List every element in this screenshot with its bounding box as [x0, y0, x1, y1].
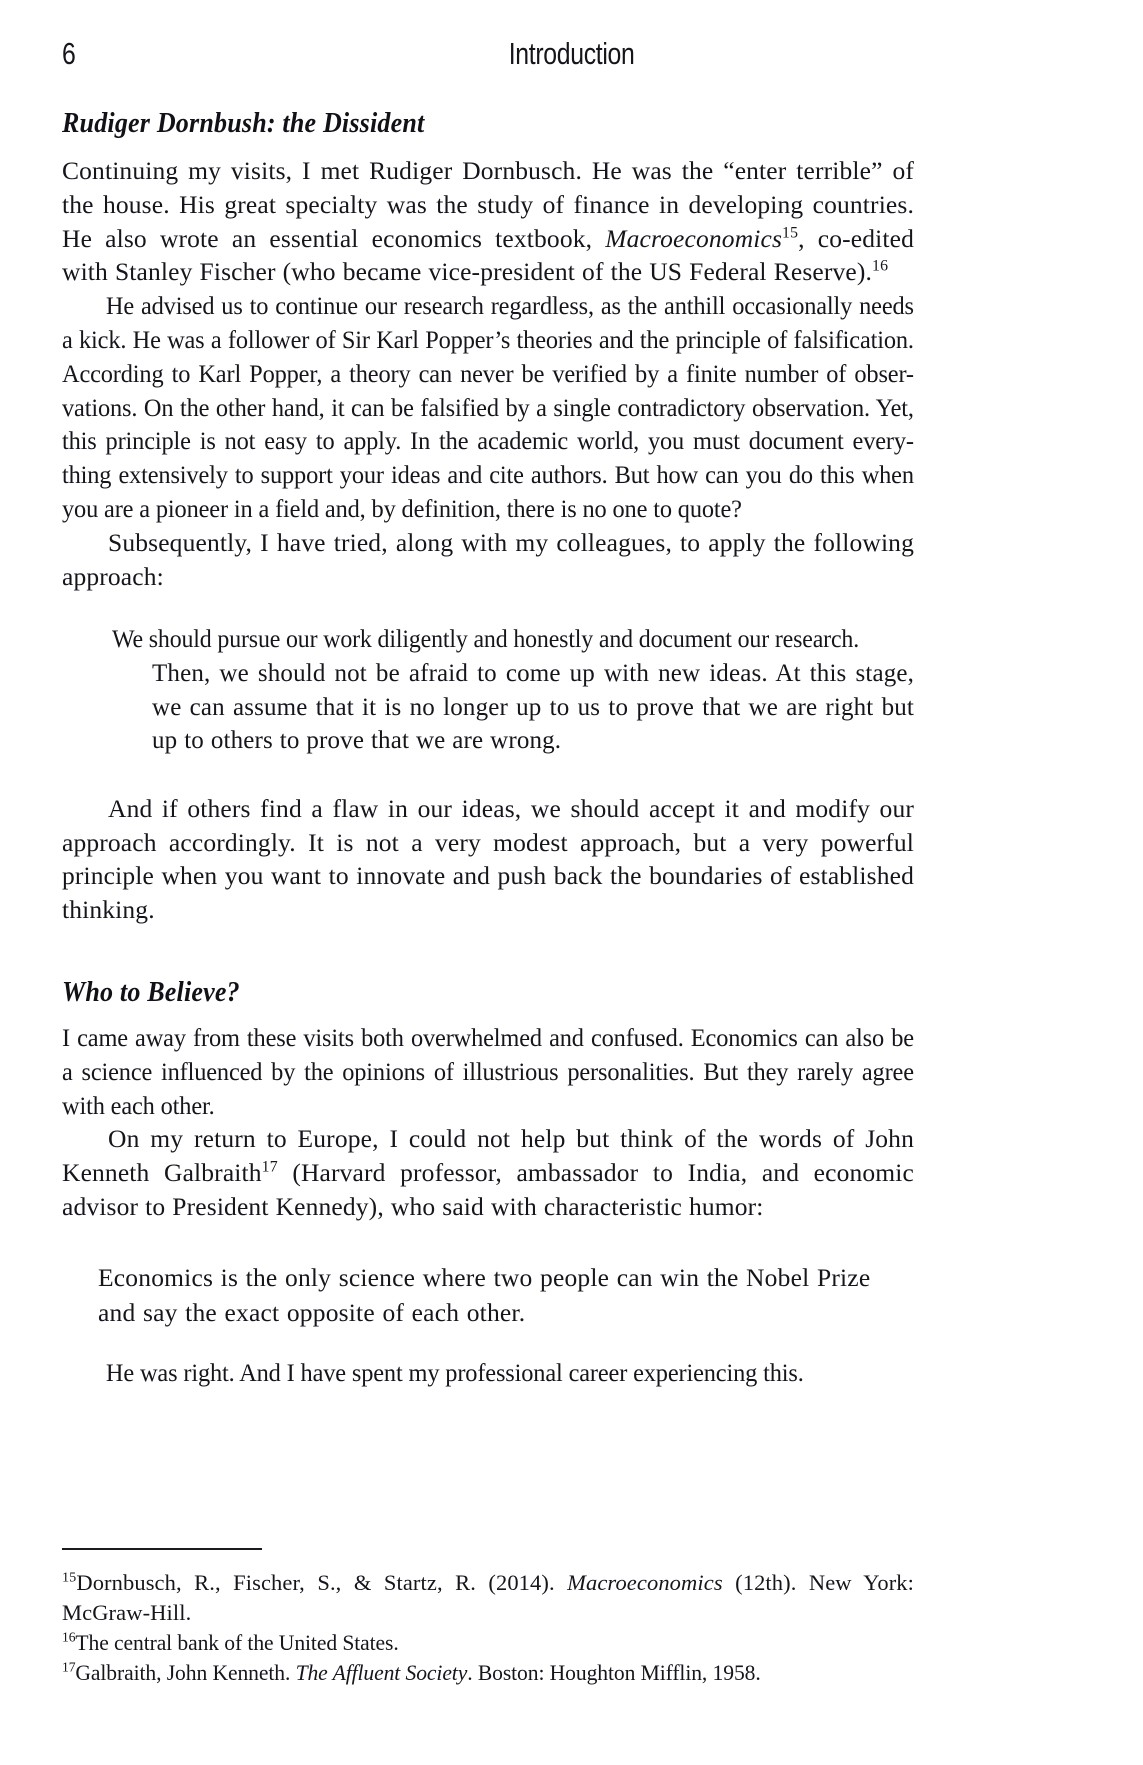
footnote-17-text-b: . Boston: Houghton Mifflin, 1958. [467, 1660, 761, 1685]
paragraph-popper: He advised us to continue our research regardless, as the anthill occasionally needs a kick. He was a follower of Sir Karl Popper’s theories and the principle of falsification. According to Karl Popper, a theory can never be verified by a finite number of obser-vations. On the other hand, it can be falsified by a single contradictory observation. Yet, this principle is not easy to apply. In the academic world, you must document every-thing extensively to support your ideas and cite authors. But how can you do this when you are a pioneer in a field and, by definition, there is no one to quote? [62, 291, 914, 523]
running-head [62, 36, 1081, 82]
footnote-17-marker: 17 [62, 1659, 76, 1676]
galbraith-text-a: On my return to Europe, I could not help but think of the words of John Kenneth Galbraith [62, 1124, 914, 1188]
footnote-16-marker: 16 [62, 1629, 76, 1646]
paragraph-galbraith [62, 1122, 914, 1223]
footnote-15-marker: 15 [62, 1569, 77, 1586]
paragraph-closing-flaw: And if others find a flaw in our ideas, we should accept it and modify our approach accordingly. It is not a very modest approach, but a very powerful principle when you want to innovate and push back the boundaries of established thinking. [62, 793, 914, 925]
quotation-galbraith [62, 1260, 914, 1330]
spacer [62, 1330, 914, 1356]
block-quote-line-2: Then, we should not be afraid to come up with new ideas. At this stage, we can assume that it is no longer up to us to prove that we are right but up to others to prove that we are wrong. [152, 659, 914, 755]
text-column [62, 108, 914, 1390]
running-title [62, 36, 1081, 72]
footnote-15-text-a: Dornbusch, R., Fischer, S., & Startz, R. (2014). [76, 1570, 568, 1595]
footnote-16 [62, 1628, 913, 1658]
paragraph-text-a: Continuing my visits, I met Rudiger Dornbusch. He was the “enter terrible” of the house. His great specialty was the study of finance in developing countries. He also wrote an essential economics textbook, [62, 156, 914, 253]
book-title-macroeconomics: Macroeconomics [605, 223, 783, 253]
footnote-17 [62, 1658, 913, 1688]
footnote-block [62, 1548, 914, 1688]
footnote-16-text: The central bank of the United States. [75, 1630, 399, 1655]
paragraph-dornbush-intro [62, 154, 914, 289]
page-number: 6 [62, 36, 76, 71]
paragraph-he-was-right: He was right. And I have spent my professional career experiencing this. [105, 1357, 804, 1387]
running-title-text: Introduction [508, 36, 635, 71]
footnote-15-title: Macroeconomics [567, 1570, 723, 1595]
footnote-marker-17: 17 [261, 1158, 278, 1176]
footnote-15-text-b: (12th). New York: McGraw-Hill. [62, 1570, 914, 1625]
block-quote-approach [62, 623, 914, 757]
galbraith-text-b: (Harvard professor, ambassador to India, and economic advisor to President Kennedy), who said with characteristic humor: [62, 1158, 914, 1221]
footnote-15 [62, 1568, 914, 1628]
footnote-marker-15: 15 [782, 224, 799, 242]
footnote-17-title: The Affluent Society [295, 1660, 468, 1685]
block-quote-line-1: We should pursue our work diligently and honestly and document our research. [112, 626, 860, 654]
quotation-text: Economics is the only science where two people can win the Nobel Prize and say the exact opposite of each other. [98, 1262, 871, 1327]
footnote-17-text-a: Galbraith, John Kenneth. [75, 1660, 296, 1685]
section-heading-dornbush: Rudiger Dornbush: the Dissident [62, 108, 425, 139]
footnote-marker-16: 16 [872, 257, 889, 275]
section-heading-who-to-believe: Who to Believe? [62, 976, 240, 1008]
paragraph-approach-lead: Subsequently, I have tried, along with my colleagues, to apply the following approach: [62, 527, 914, 591]
paragraph-text-b: , co-edited with Stanley Fischer (who became vice-president of the US Federal Reserve). [62, 223, 915, 287]
footnote-separator-rule [62, 1548, 262, 1550]
paragraph-overwhelmed: I came away from these visits both overwhelmed and confused. Economics can also be a science influenced by the opinions of illustrious personalities. But they rarely agree with each other. [62, 1022, 914, 1120]
spacer [62, 758, 914, 792]
